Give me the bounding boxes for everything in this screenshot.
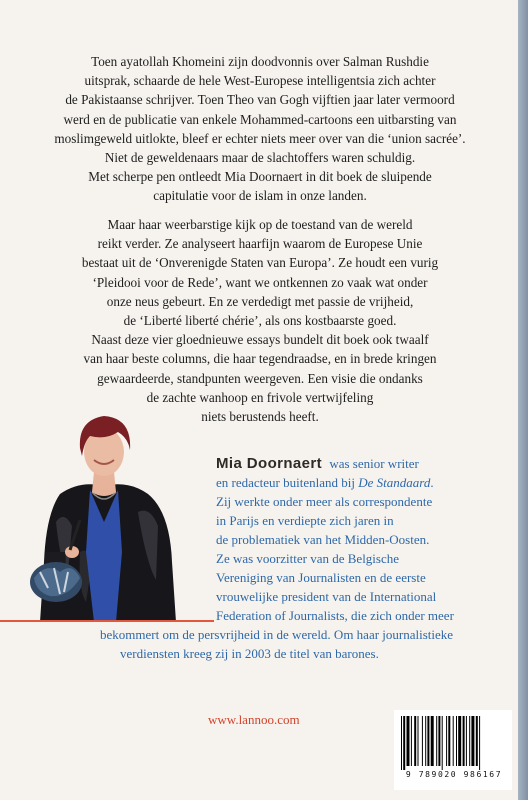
barcode-bar (431, 716, 434, 766)
bio-line (216, 455, 419, 473)
barcode-bars (401, 716, 505, 770)
isbn-number: 9 789020 986167 (405, 770, 503, 779)
blurb-line: Naast deze vier gloednieuwe essays bundelt dit boek ook twaalf (91, 332, 429, 348)
blurb-line: werd en de publicatie van enkele Mohammed-cartoons een uitbarsting van (63, 111, 457, 127)
author-photo (20, 402, 188, 622)
newspaper-title: De Standaard (358, 475, 431, 490)
blurb-line: onze neus gebeurt. En ze verdedigt met passie de vrijheid, (106, 293, 414, 309)
barcode-bar (471, 716, 474, 766)
spine-edge (518, 0, 528, 800)
blurb-line: Met scherpe pen ontleedt Mia Doornaert in dit boek de sluipende (88, 169, 432, 185)
barcode-bar (479, 716, 480, 770)
barcode-bar (403, 716, 405, 770)
barcode-bar (469, 716, 470, 766)
bio-line: de problematiek van het Midden-Oosten. (216, 532, 430, 547)
bio-line (216, 474, 434, 492)
barcode-bar (456, 716, 457, 766)
blurb-paragraph-2 (40, 215, 480, 426)
barcode (394, 710, 512, 790)
barcode-bar (401, 716, 402, 770)
bio-line: in Parijs en verdiepte zich jaren in (216, 513, 394, 528)
barcode-bar (442, 716, 443, 770)
bio-line: Federation of Journalists, die zich onder meer (216, 608, 454, 623)
barcode-bar (414, 716, 416, 766)
barcode-bar (458, 716, 461, 766)
bio-line: bekommert om de persvrijheid in de wereld. Om haar journalistieke (100, 627, 454, 642)
blurb-line: capitulatie voor de islam in onze landen. (153, 188, 367, 204)
blurb-line: de zachte wanhoop en frivole vertwijfeling (146, 389, 374, 405)
blurb-line: van haar beste columns, die haar tegendraadse, en in brede kringen (83, 351, 437, 367)
bio-line: Ze was voorzitter van de Belgische (216, 551, 400, 566)
author-name: Mia Doornaert (216, 455, 323, 472)
blurb-paragraph-1 (40, 52, 480, 206)
bio-line: Zij werkte onder meer als correspondente (216, 494, 433, 509)
bio-line: verdiensten kreeg zij in 2003 de titel van barones. (120, 646, 379, 661)
blurb-line: Maar haar weerbarstige kijk op de toestand van de wereld (107, 217, 413, 232)
publisher-url[interactable]: www.lannoo.com (208, 712, 300, 727)
blurb-line: gewaardeerde, standpunten weergeven. Een visie die ondanks (97, 370, 423, 386)
barcode-bar (438, 716, 440, 766)
bio-line: Vereniging van Journalisten en de eerste (216, 570, 426, 585)
barcode-bar (407, 716, 410, 766)
blurb-line: Toen ayatollah Khomeini zijn doodvonnis over Salman Rushdie (91, 54, 429, 69)
blurb-line: bestaat uit de ‘Onverenigde Staten van Europa’. Ze houdt een vurig (81, 255, 439, 271)
barcode-bar (453, 716, 454, 766)
blurb-line: uitsprak, schaarde de hele West-Europese intelligentsia zich achter (84, 73, 436, 89)
bio-text: was senior writer (329, 456, 419, 471)
barcode-bar (418, 716, 419, 766)
barcode-bar (425, 716, 426, 766)
barcode-bar (448, 716, 450, 766)
barcode-bar (446, 716, 447, 766)
blurb-line: de ‘Liberté liberté chérie’, als ons kostbaarste goed. (123, 313, 397, 329)
barcode-bar (463, 716, 465, 766)
blurb-line: Niet de geweldenaars maar de slachtoffers waren schuldig. (104, 150, 416, 166)
bio-text: en redacteur buitenland bij (216, 475, 359, 490)
blurb-line: reikt verder. Ze analyseert haarfijn waarom de Europese Unie (97, 236, 423, 252)
blurb-line: moslimgeweld uitlokte, bleef er echter niets meer over van die ‘union sacrée’. (54, 130, 466, 146)
barcode-bar (422, 716, 423, 766)
barcode-bar (436, 716, 437, 766)
blurb-line: ‘Pleidooi voor de Rede’, want we ontkennen zo vaak wat onder (92, 274, 428, 290)
bio-line: vrouwelijke president van de International (216, 589, 437, 604)
photo-accent-line (0, 620, 214, 622)
barcode-bar (466, 716, 467, 766)
bio-text: . (430, 475, 434, 490)
barcode-bar (427, 716, 429, 766)
blurb-line: niets berustends heeft. (201, 409, 319, 425)
barcode-bar (411, 716, 412, 766)
barcode-bar (476, 716, 478, 766)
blurb-line: de Pakistaanse schrijver. Toen Theo van Gogh vijftien jaar later vermoord (65, 92, 455, 108)
